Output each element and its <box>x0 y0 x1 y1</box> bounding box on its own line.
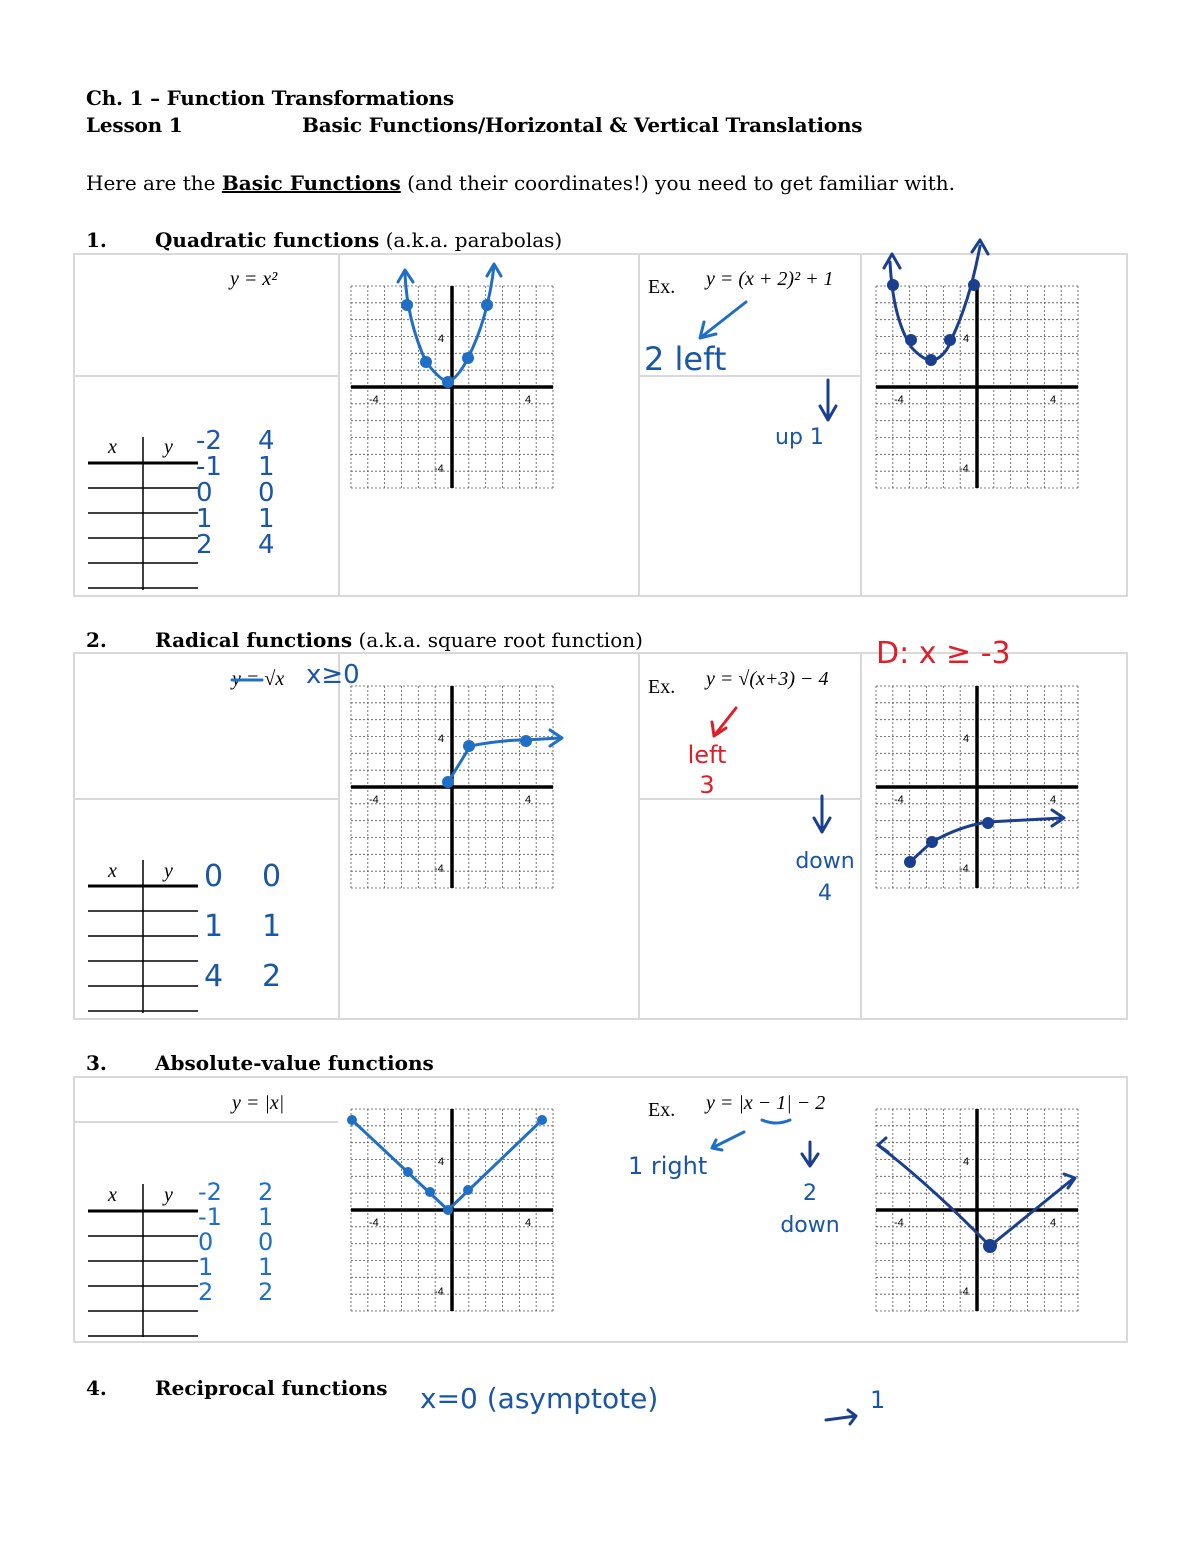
note-y: 0 <box>258 478 275 508</box>
lesson-label: Lesson 1 <box>86 113 183 137</box>
annotation-1-right: 1 right <box>628 1152 708 1180</box>
note-x: 0 <box>204 859 224 894</box>
tick-label-top: 4 <box>963 733 970 745</box>
note-x: 0 <box>198 1228 214 1256</box>
arrowheads <box>398 264 501 282</box>
section-2-formula: y = √x <box>232 668 285 690</box>
plotted-point <box>537 1115 547 1125</box>
coordinate-grid-2a <box>351 686 553 888</box>
table-head-x: x <box>108 860 117 882</box>
section-3-example-formula: y = |x − 1| − 2 <box>706 1092 826 1114</box>
table-head-y: y <box>164 436 173 458</box>
note-x: -2 <box>198 1178 222 1206</box>
annotation-arrow <box>814 796 830 832</box>
plotted-point <box>944 334 956 346</box>
note-x: -2 <box>196 426 222 456</box>
section-2-title-rest: (a.k.a. square root function) <box>352 628 643 652</box>
section-1-title-bold: Quadratic functions <box>155 228 380 252</box>
plotted-point <box>425 1187 435 1197</box>
note-y: 4 <box>258 530 275 560</box>
plotted-point <box>462 352 474 364</box>
tick-label-bottom: -4 <box>434 863 444 875</box>
coordinate-grid-1b <box>876 286 1078 488</box>
note-x: 2 <box>196 530 213 560</box>
plotted-point <box>926 836 938 848</box>
tick-label-bottom: -4 <box>959 463 969 475</box>
tick-label-left: -4 <box>894 394 904 406</box>
note-y: 1 <box>258 452 275 482</box>
section-1-number: 1. <box>86 228 107 252</box>
note-y: 0 <box>258 1228 274 1256</box>
underline-stroke <box>762 1120 790 1123</box>
annotation-1: 1 <box>870 1386 886 1414</box>
coordinate-grid-3b <box>876 1109 1078 1311</box>
tick-label-right: 4 <box>525 1217 532 1229</box>
section-3-example-label: Ex. <box>648 1099 676 1121</box>
annotation-x-ge-0: x≥0 <box>306 660 360 690</box>
table-head-x: x <box>108 1184 117 1206</box>
plotted-point <box>347 1115 357 1125</box>
annotation-up-1: up 1 <box>775 425 824 450</box>
note-x: 4 <box>204 959 224 994</box>
annotation-down-4: down 4 <box>795 849 855 906</box>
annotation-arrow <box>802 1142 818 1166</box>
plotted-point <box>925 354 937 366</box>
note-y: 2 <box>258 1278 274 1306</box>
tick-label-left: -4 <box>369 794 379 806</box>
annotation-arrow <box>700 302 746 338</box>
plotted-point <box>905 334 917 346</box>
note-x: -1 <box>196 452 222 482</box>
tick-label-bottom: -4 <box>434 463 444 475</box>
plotted-point <box>442 376 454 388</box>
section-3-number: 3. <box>86 1051 107 1075</box>
intro-bold: Basic Functions <box>221 171 401 195</box>
plotted-point <box>401 299 413 311</box>
annotation-2-left: 2 left <box>644 340 727 378</box>
tick-label-bottom: -4 <box>959 863 969 875</box>
table-head-y: y <box>164 860 173 882</box>
section-4-title-bold: Reciprocal functions <box>155 1376 388 1400</box>
tick-label-right: 4 <box>525 794 532 806</box>
plotted-point <box>403 1167 413 1177</box>
plotted-point <box>463 740 475 752</box>
tick-label-left: -4 <box>369 394 379 406</box>
tick-label-right: 4 <box>1050 794 1057 806</box>
note-x: 1 <box>196 504 213 534</box>
plotted-point <box>443 1205 453 1215</box>
annotation-asymptote: x=0 (asymptote) <box>420 1382 659 1415</box>
coordinate-grid-1a <box>351 286 553 488</box>
note-y: 1 <box>262 909 282 944</box>
tick-label-bottom: -4 <box>434 1286 444 1298</box>
section-2-example-formula: y = √(x+3) − 4 <box>706 668 829 690</box>
tick-label-top: 4 <box>963 333 970 345</box>
annotation-arrow <box>820 380 836 420</box>
tick-label-left: -4 <box>894 1217 904 1229</box>
annotation-left-3: left 3 <box>687 741 727 799</box>
tick-label-top: 4 <box>438 733 445 745</box>
section-1-example-formula: y = (x + 2)² + 1 <box>706 268 834 290</box>
plotted-point <box>520 735 532 747</box>
section-2-title-bold: Radical functions <box>155 628 353 652</box>
note-y: 0 <box>262 859 282 894</box>
note-x: -1 <box>198 1203 222 1231</box>
note-x: 1 <box>204 909 224 944</box>
section-3-formula: y = |x| <box>232 1092 285 1114</box>
section-4-number: 4. <box>86 1376 107 1400</box>
tick-label-left: -4 <box>894 794 904 806</box>
table-head-x: x <box>108 436 117 458</box>
plotted-point <box>968 279 980 291</box>
note-y: 2 <box>262 959 282 994</box>
table-head-y: y <box>164 1184 173 1206</box>
plotted-point <box>904 856 916 868</box>
abs-curve <box>352 1120 542 1210</box>
tick-label-top: 4 <box>438 333 445 345</box>
section-3-title-bold: Absolute-value functions <box>155 1051 434 1075</box>
plotted-point <box>481 299 493 311</box>
lesson-title: Basic Functions/Horizontal & Vertical Translations <box>302 113 863 137</box>
section-1-formula: y = x² <box>230 268 278 290</box>
plotted-point <box>420 356 432 368</box>
annotation-arrow-red <box>712 708 736 736</box>
note-y: 1 <box>258 1253 274 1281</box>
note-x: 1 <box>198 1253 214 1281</box>
tick-label-left: -4 <box>369 1217 379 1229</box>
plotted-point <box>463 1185 473 1195</box>
note-y: 1 <box>258 1203 274 1231</box>
annotation-arrow <box>826 1410 856 1424</box>
tick-label-right: 4 <box>525 394 532 406</box>
section-2-number: 2. <box>86 628 107 652</box>
section-2-example-label: Ex. <box>648 676 676 698</box>
tick-label-right: 4 <box>1050 1217 1057 1229</box>
tick-label-top: 4 <box>438 1156 445 1168</box>
tick-label-right: 4 <box>1050 394 1057 406</box>
section-1-example-label: Ex. <box>648 276 676 298</box>
plotted-point <box>982 817 994 829</box>
note-y: 1 <box>258 504 275 534</box>
annotation-domain: D: x ≥ -3 <box>876 636 1011 671</box>
section-1-title-rest: (a.k.a. parabolas) <box>379 228 563 252</box>
chapter-title: Ch. 1 – Function Transformations <box>86 86 454 110</box>
note-x: 2 <box>198 1278 214 1306</box>
note-y: 2 <box>258 1178 274 1206</box>
tick-label-top: 4 <box>963 1156 970 1168</box>
plotted-point <box>887 279 899 291</box>
annotation-2-down: 2 down <box>780 1181 840 1238</box>
vertex-point <box>983 1239 997 1253</box>
plotted-point <box>442 776 454 788</box>
annotation-arrow <box>712 1132 744 1150</box>
note-y: 4 <box>258 426 275 456</box>
arrowheads <box>884 240 988 268</box>
intro-pre: Here are the <box>86 171 222 195</box>
tick-label-bottom: -4 <box>959 1286 969 1298</box>
intro-post: (and their coordinates!) you need to get familiar with. <box>400 171 956 195</box>
note-x: 0 <box>196 478 213 508</box>
